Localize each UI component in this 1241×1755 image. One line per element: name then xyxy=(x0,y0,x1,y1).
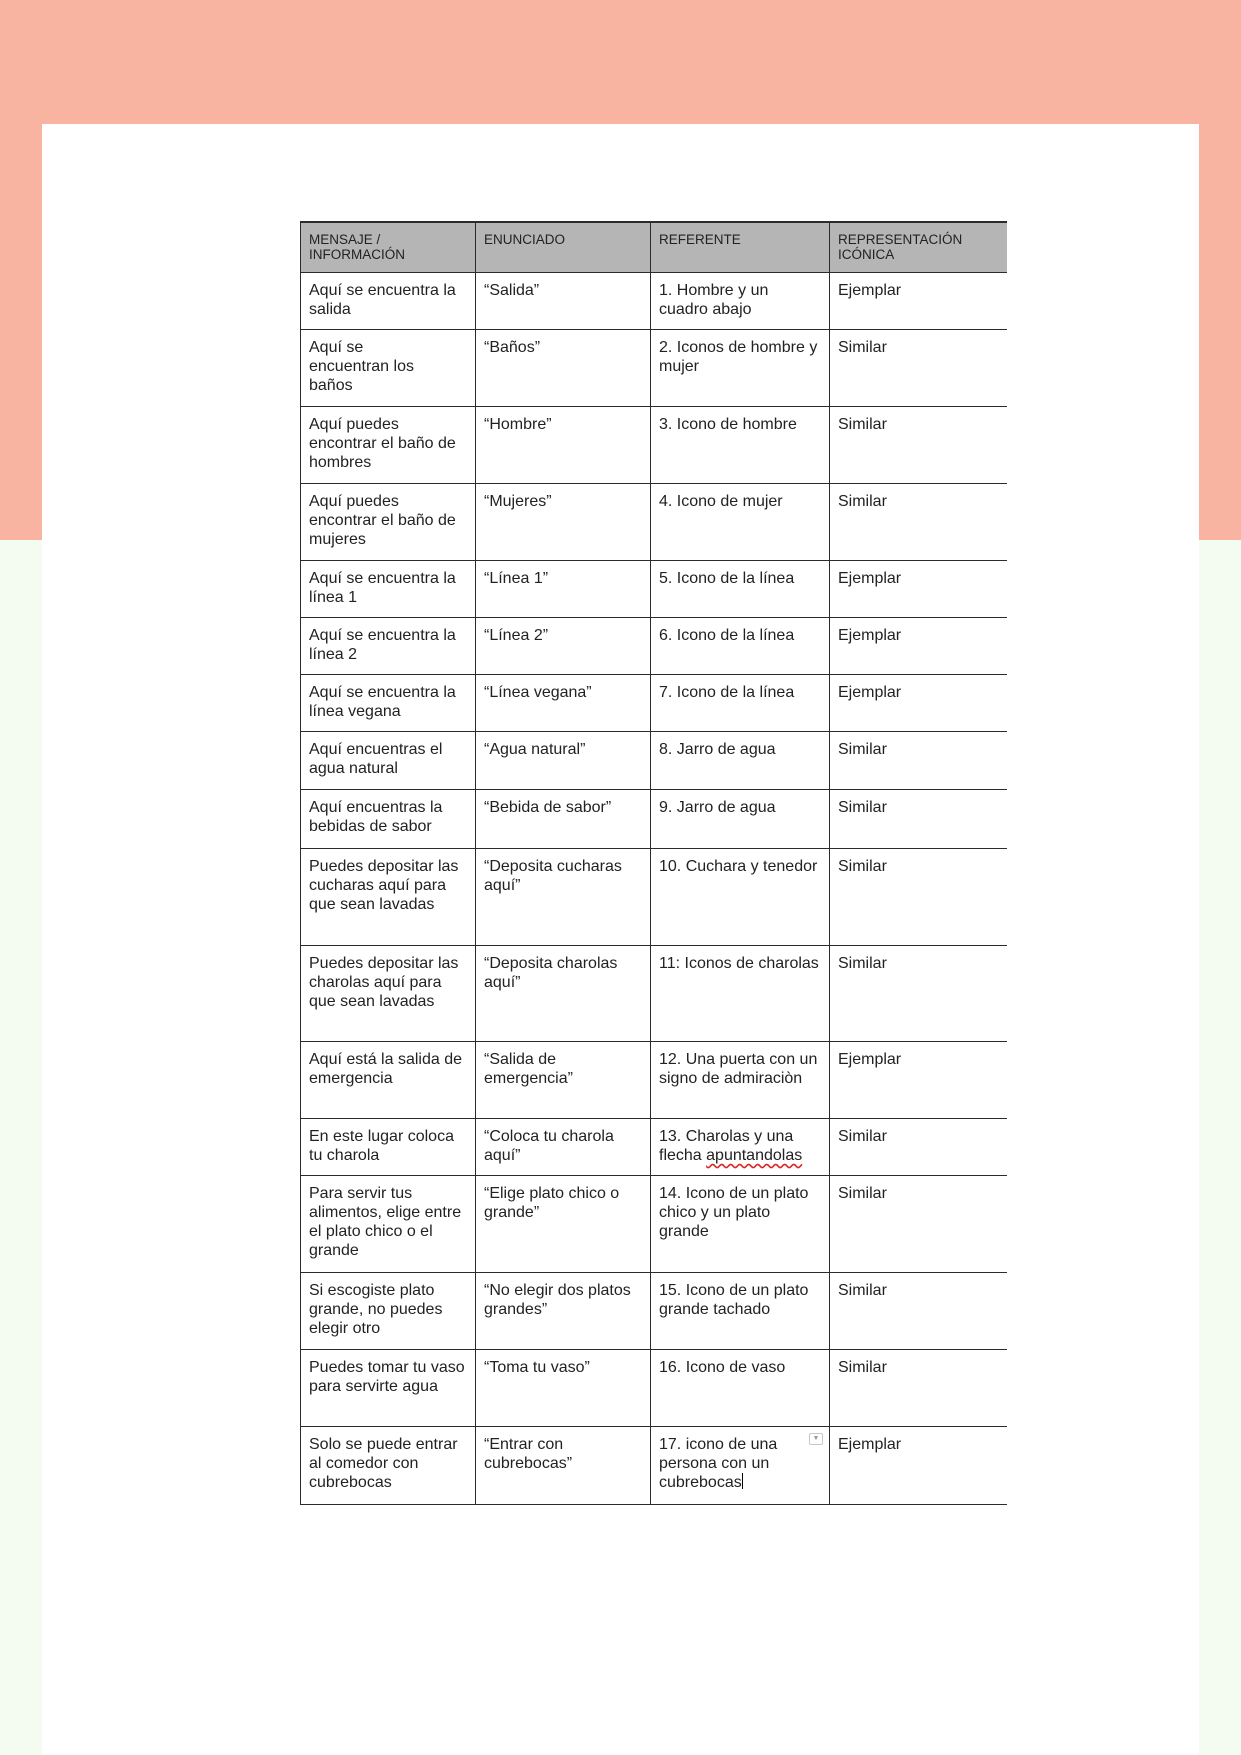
cell-mensaje[interactable]: Aquí puedes encontrar el baño de hombres xyxy=(301,407,476,484)
cell-representacion[interactable]: Ejemplar xyxy=(830,561,1007,618)
cell-representacion[interactable]: Similar xyxy=(830,1273,1007,1350)
cell-referente[interactable]: 8. Jarro de agua xyxy=(651,732,830,790)
cell-representacion[interactable]: Ejemplar xyxy=(830,675,1007,732)
signage-table xyxy=(300,221,1007,1505)
spelling-flagged-word: apuntandolas xyxy=(706,1147,803,1164)
table-row xyxy=(301,1273,1007,1350)
cell-enunciado[interactable]: “Línea 2” xyxy=(476,618,651,675)
cell-mensaje[interactable]: Aquí encuentras el agua natural xyxy=(301,732,476,790)
cell-enunciado[interactable]: “Hombre” xyxy=(476,407,651,484)
cell-enunciado[interactable]: “Baños” xyxy=(476,330,651,407)
cell-representacion[interactable]: Similar xyxy=(830,790,1007,849)
cell-referente[interactable]: 12. Una puerta con un signo de admiraciòn xyxy=(651,1042,830,1119)
cell-representacion[interactable]: Similar xyxy=(830,1119,1007,1176)
table-row xyxy=(301,1427,1007,1505)
cell-referente-active[interactable] xyxy=(651,1427,830,1505)
cell-mensaje[interactable]: Puedes depositar las charolas aquí para que sean lavadas xyxy=(301,946,476,1042)
cell-mensaje[interactable]: Si escogiste plato grande, no puedes elegir otro xyxy=(301,1273,476,1350)
cell-referente[interactable]: 6. Icono de la línea xyxy=(651,618,830,675)
table-row xyxy=(301,675,1007,732)
cell-referente[interactable]: 1. Hombre y un cuadro abajo xyxy=(651,273,830,330)
cell-representacion[interactable]: Similar xyxy=(830,484,1007,561)
cell-referente[interactable]: 14. Icono de un plato chico y un plato grande xyxy=(651,1176,830,1273)
header-mensaje: MENSAJE / INFORMACIÓN xyxy=(301,222,476,273)
cell-mensaje[interactable]: Aquí se encuentran los baños xyxy=(301,330,476,407)
text-cursor xyxy=(742,1473,743,1489)
cell-representacion[interactable]: Similar xyxy=(830,407,1007,484)
table-row xyxy=(301,790,1007,849)
cell-mensaje[interactable]: Aquí se encuentra la salida xyxy=(301,273,476,330)
table-row xyxy=(301,561,1007,618)
referente-text: 13. Charolas y una flecha xyxy=(659,1128,794,1164)
cell-referente[interactable]: 3. Icono de hombre xyxy=(651,407,830,484)
cell-enunciado[interactable]: “Entrar con cubrebocas” xyxy=(476,1427,651,1505)
cell-enunciado[interactable]: “Bebida de sabor” xyxy=(476,790,651,849)
cell-representacion[interactable]: Ejemplar xyxy=(830,618,1007,675)
cell-mensaje[interactable]: Solo se puede entrar al comedor con cubrebocas xyxy=(301,1427,476,1505)
cell-mensaje[interactable]: Puedes depositar las cucharas aquí para que sean lavadas xyxy=(301,849,476,946)
cell-referente[interactable]: 15. Icono de un plato grande tachado xyxy=(651,1273,830,1350)
cell-referente[interactable]: 5. Icono de la línea xyxy=(651,561,830,618)
cell-representacion[interactable]: Similar xyxy=(830,1176,1007,1273)
table-header-row xyxy=(301,222,1007,273)
cell-representacion[interactable]: Ejemplar xyxy=(830,1042,1007,1119)
cell-representacion[interactable]: Similar xyxy=(830,732,1007,790)
cell-mensaje[interactable]: Aquí se encuentra la línea 1 xyxy=(301,561,476,618)
table-row xyxy=(301,484,1007,561)
cell-enunciado[interactable]: “Coloca tu charola aquí” xyxy=(476,1119,651,1176)
header-referente: REFERENTE xyxy=(651,222,830,273)
table-row xyxy=(301,946,1007,1042)
cell-mensaje[interactable]: Aquí está la salida de emergencia xyxy=(301,1042,476,1119)
cell-mensaje[interactable]: En este lugar coloca tu charola xyxy=(301,1119,476,1176)
cell-representacion[interactable]: Similar xyxy=(830,946,1007,1042)
cell-enunciado[interactable]: “Agua natural” xyxy=(476,732,651,790)
cell-enunciado[interactable]: “Salida” xyxy=(476,273,651,330)
cell-enunciado[interactable]: “No elegir dos platos grandes” xyxy=(476,1273,651,1350)
table-row xyxy=(301,1042,1007,1119)
cell-mensaje[interactable]: Aquí encuentras la bebidas de sabor xyxy=(301,790,476,849)
cell-referente[interactable]: 10. Cuchara y tenedor xyxy=(651,849,830,946)
cell-mensaje[interactable]: Aquí se encuentra la línea vegana xyxy=(301,675,476,732)
cell-referente[interactable]: 9. Jarro de agua xyxy=(651,790,830,849)
table-row xyxy=(301,273,1007,330)
cell-mensaje[interactable]: Para servir tus alimentos, elige entre el plato chico o el grande xyxy=(301,1176,476,1273)
cell-enunciado[interactable]: “Línea vegana” xyxy=(476,675,651,732)
table-row xyxy=(301,1350,1007,1427)
cell-enunciado[interactable]: “Elige plato chico o grande” xyxy=(476,1176,651,1273)
cell-enunciado[interactable]: “Salida de emergencia” xyxy=(476,1042,651,1119)
cell-referente[interactable]: 4. Icono de mujer xyxy=(651,484,830,561)
table-row xyxy=(301,1119,1007,1176)
cell-referente[interactable]: 7. Icono de la línea xyxy=(651,675,830,732)
cell-mensaje[interactable]: Aquí puedes encontrar el baño de mujeres xyxy=(301,484,476,561)
cell-mensaje[interactable]: Puedes tomar tu vaso para servirte agua xyxy=(301,1350,476,1427)
cell-mensaje[interactable]: Aquí se encuentra la línea 2 xyxy=(301,618,476,675)
cell-referente[interactable]: 2. Iconos de hombre y mujer xyxy=(651,330,830,407)
document-page xyxy=(42,124,1199,1755)
table-row xyxy=(301,732,1007,790)
cell-enunciado[interactable]: “Mujeres” xyxy=(476,484,651,561)
cell-referente[interactable] xyxy=(651,1119,830,1176)
cell-representacion[interactable]: Similar xyxy=(830,330,1007,407)
cell-menu-icon[interactable]: ▼ xyxy=(809,1433,823,1445)
table-row xyxy=(301,330,1007,407)
cell-enunciado[interactable]: “Toma tu vaso” xyxy=(476,1350,651,1427)
table-row xyxy=(301,618,1007,675)
cell-representacion[interactable]: Similar xyxy=(830,1350,1007,1427)
table-row xyxy=(301,849,1007,946)
header-representacion: REPRESENTACIÓN ICÓNICA xyxy=(830,222,1007,273)
cell-representacion[interactable]: Similar xyxy=(830,849,1007,946)
referente-text: 17. icono de una persona con un cubrebocas xyxy=(659,1436,778,1491)
table-row xyxy=(301,1176,1007,1273)
cell-enunciado[interactable]: “Línea 1” xyxy=(476,561,651,618)
cell-enunciado[interactable]: “Deposita charolas aquí” xyxy=(476,946,651,1042)
cell-referente[interactable]: 16. Icono de vaso xyxy=(651,1350,830,1427)
cell-referente[interactable]: 11: Iconos de charolas xyxy=(651,946,830,1042)
cell-representacion[interactable]: Ejemplar xyxy=(830,1427,1007,1505)
table-row xyxy=(301,407,1007,484)
header-enunciado: ENUNCIADO xyxy=(476,222,651,273)
cell-enunciado[interactable]: “Deposita cucharas aquí” xyxy=(476,849,651,946)
cell-representacion[interactable]: Ejemplar xyxy=(830,273,1007,330)
